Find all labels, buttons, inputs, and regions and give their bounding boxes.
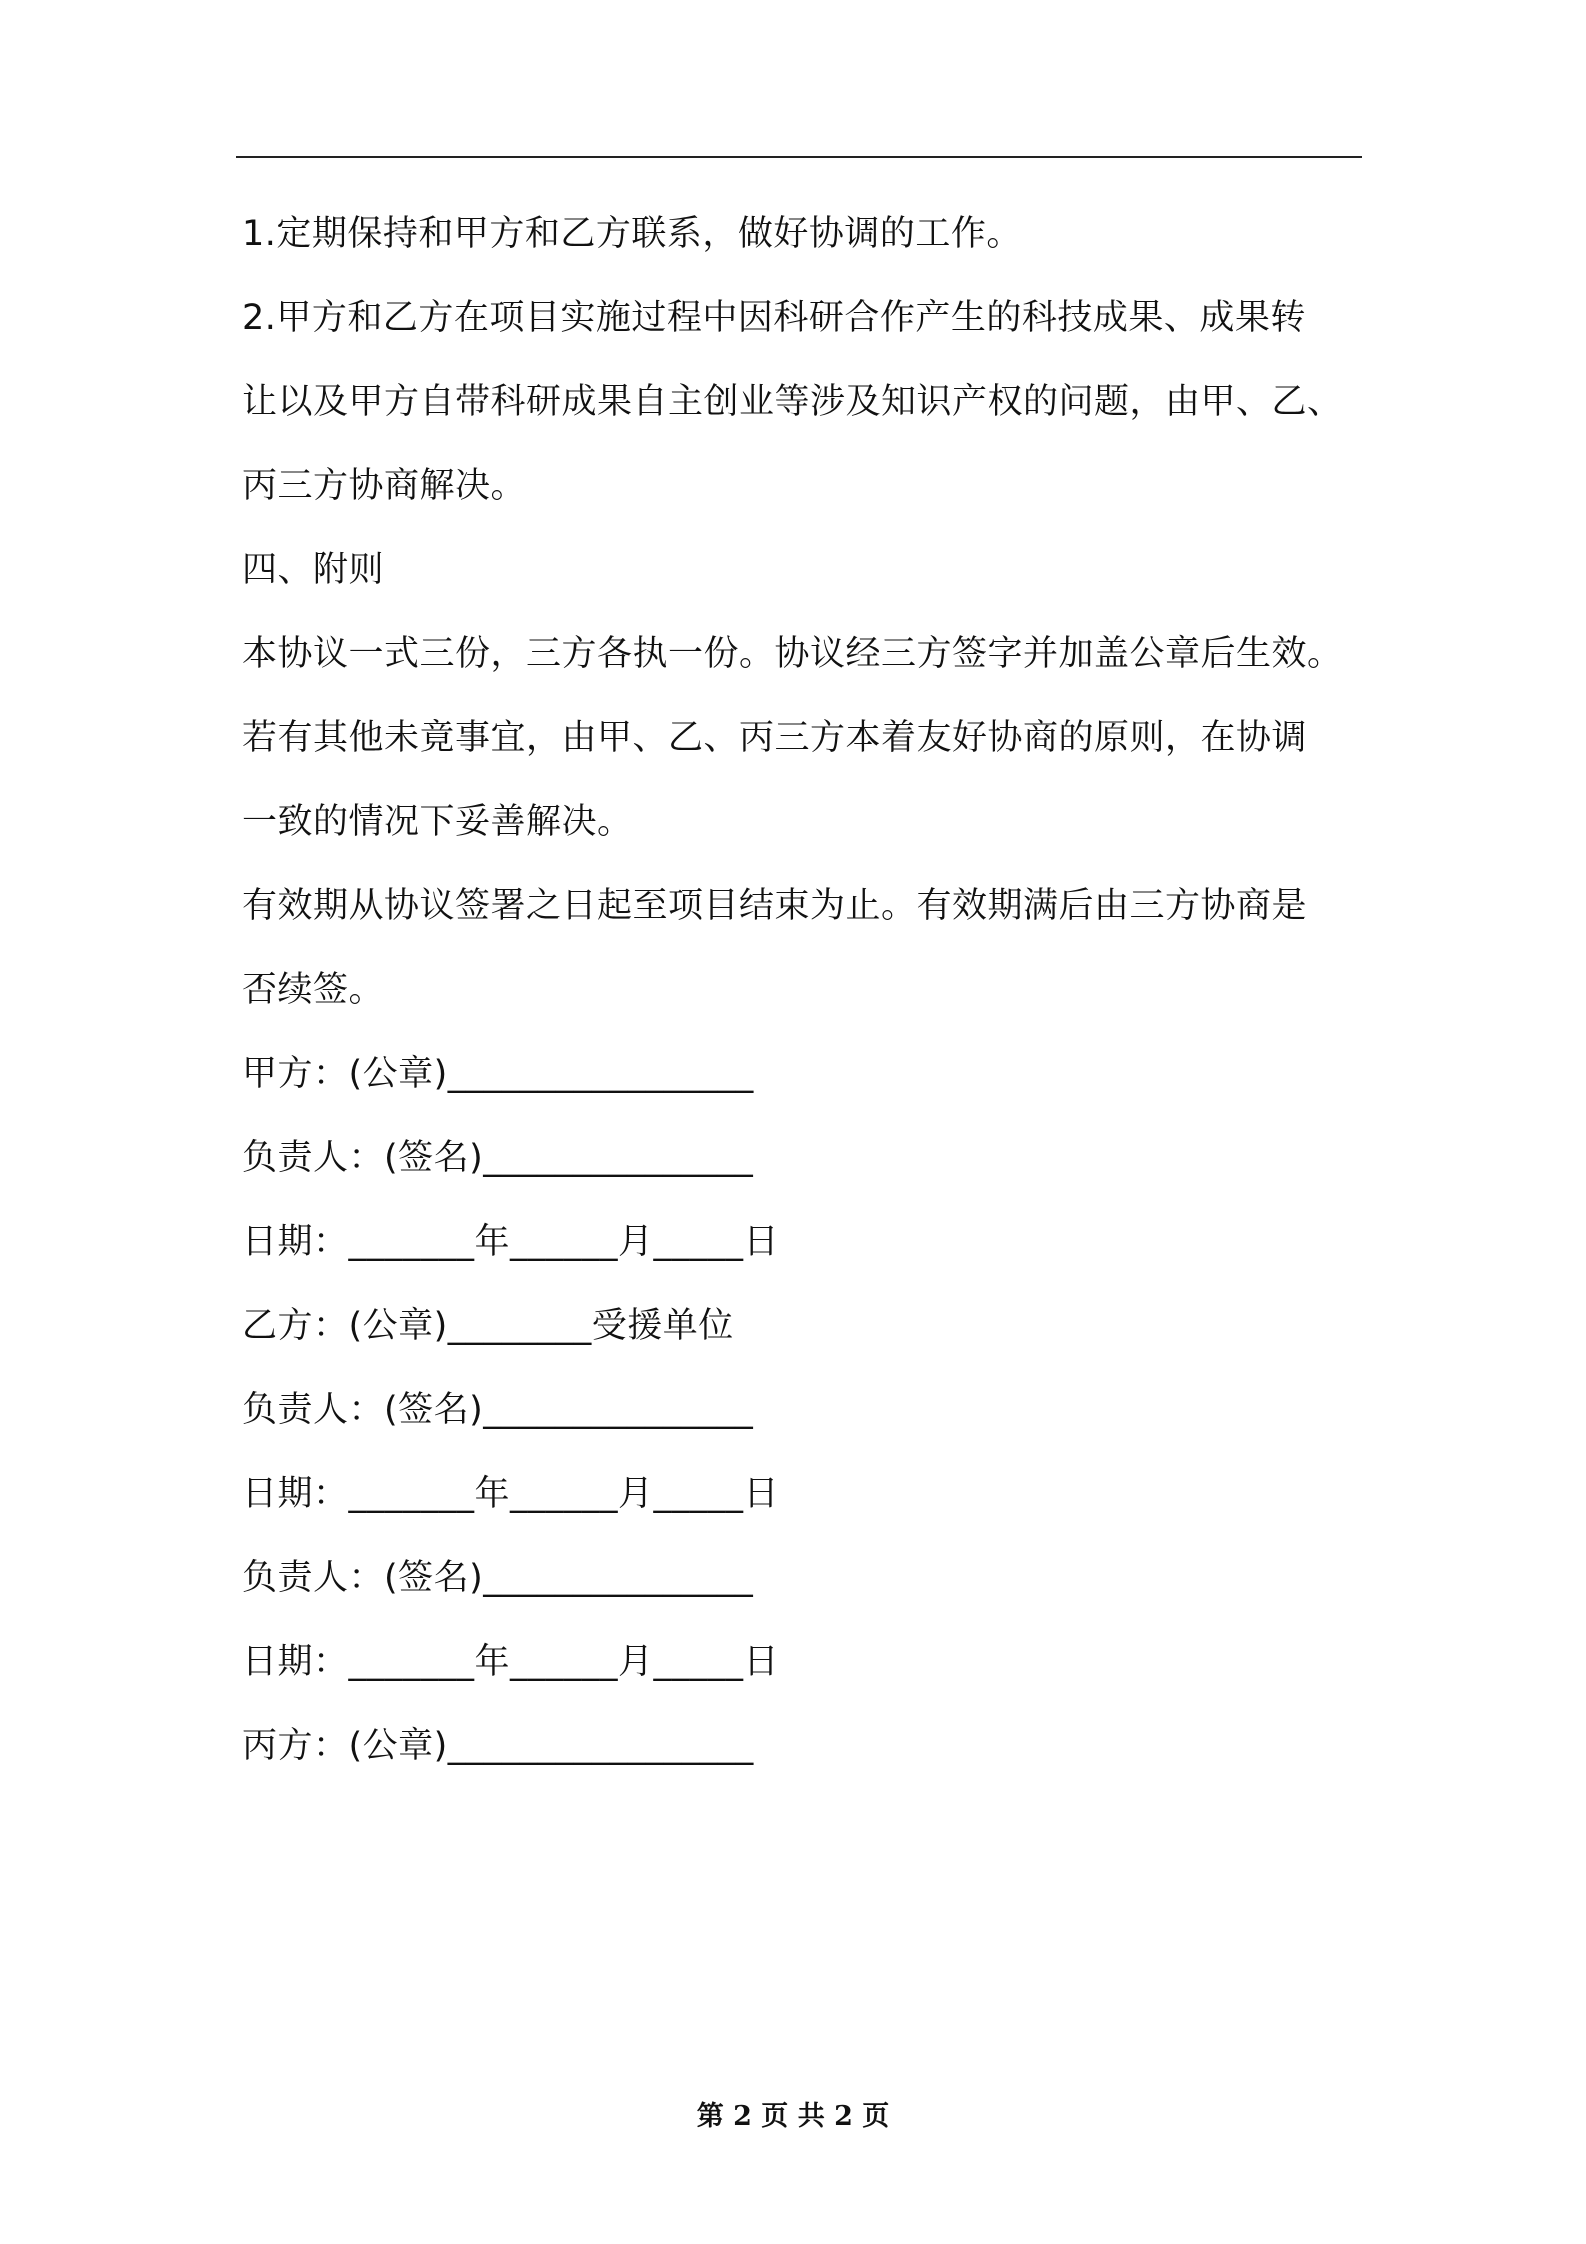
party-a-seal-line: 甲方：(公章)_________________ — [242, 1054, 754, 1094]
party-c-seal-line: 丙方：(公章)_________________ — [242, 1726, 754, 1766]
unresolved-matters-line-1: 若有其他未竟事宜，由甲、乙、丙三方本着友好协商的原则，在协调 — [242, 718, 1308, 758]
party-c-date-line: 日期：_______年______月_____日 — [242, 1642, 780, 1682]
party-a-date-line: 日期：_______年______月_____日 — [242, 1222, 780, 1262]
validity-line-1: 有效期从协议签署之日起至项目结束为止。有效期满后由三方协商是 — [242, 886, 1308, 926]
party-b-signatory-line: 负责人：(签名)_______________ — [242, 1390, 754, 1430]
clause-1: 1.定期保持和甲方和乙方联系，做好协调的工作。 — [242, 214, 1022, 254]
copies-paragraph: 本协议一式三份，三方各执一份。协议经三方签字并加盖公章后生效。 — [242, 634, 1343, 674]
document-body — [242, 192, 1362, 1788]
party-c-signatory-line: 负责人：(签名)_______________ — [242, 1558, 754, 1598]
party-b-date-line: 日期：_______年______月_____日 — [242, 1474, 780, 1514]
party-b-seal-line: 乙方：(公章)________受援单位 — [242, 1306, 734, 1346]
party-a-signatory-line: 负责人：(签名)_______________ — [242, 1138, 754, 1178]
section-heading-supplementary: 四、附则 — [242, 550, 385, 590]
page-number-footer: 第 2 页 共 2 页 — [696, 2101, 890, 2132]
header-rule — [236, 156, 1362, 158]
clause-2-line-2: 让以及甲方自带科研成果自主创业等涉及知识产权的问题，由甲、乙、 — [242, 382, 1343, 422]
unresolved-matters-line-2: 一致的情况下妥善解决。 — [242, 802, 633, 842]
clause-2-line-3: 丙三方协商解决。 — [242, 466, 527, 506]
clause-2-line-1: 2.甲方和乙方在项目实施过程中因科研合作产生的科技成果、成果转 — [242, 298, 1306, 338]
validity-line-2: 否续签。 — [242, 970, 385, 1010]
